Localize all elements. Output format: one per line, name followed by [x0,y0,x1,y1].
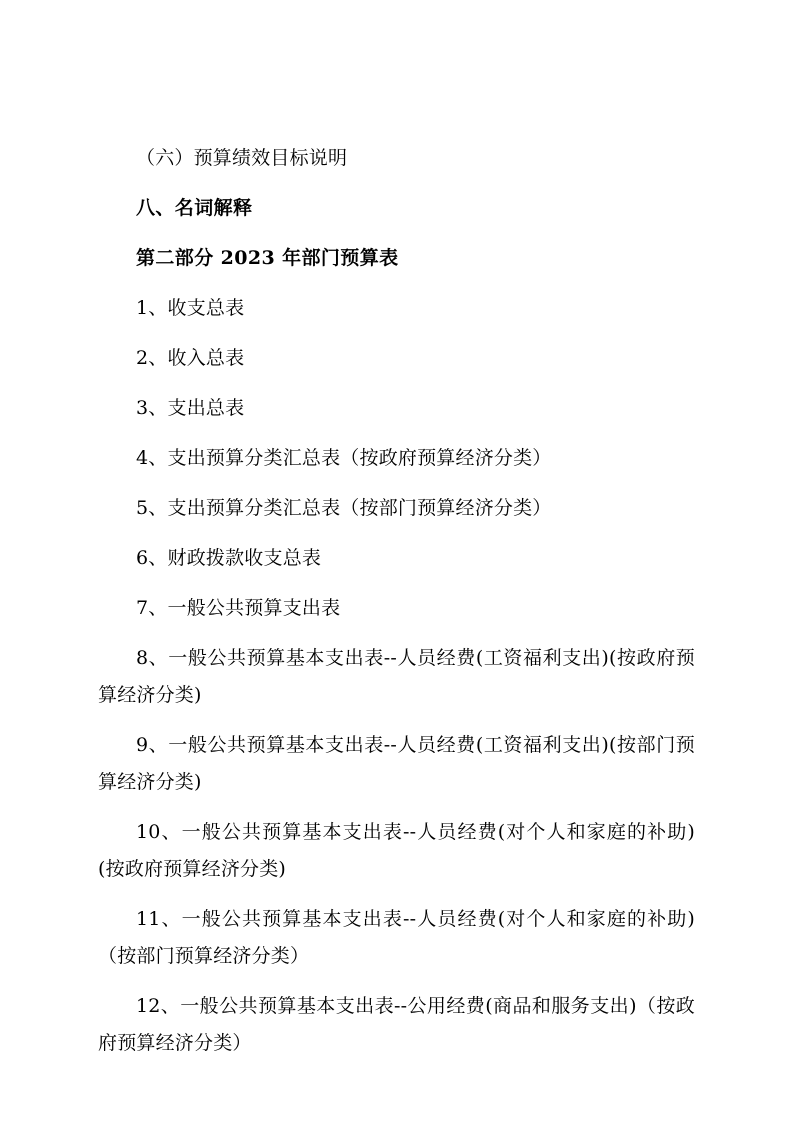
table-item-2: 2、收入总表 [136,347,245,369]
heading-eight: 八、名词解释 [136,197,253,219]
table-item-10: 10、一般公共预算基本支出表--人员经费(对个人和家庭的补助)(按政府预算经济分类) [98,821,695,880]
table-item-8: 8、一般公共预算基本支出表--人员经费(工资福利支出)(按政府预算经济分类) [98,647,695,706]
toc-item-six: （六）预算绩效目标说明 [136,147,348,169]
table-item-11: 11、一般公共预算基本支出表--人员经费(对个人和家庭的补助)（按部门预算经济分类） [98,908,695,967]
table-item-7: 7、一般公共预算支出表 [136,597,341,619]
table-item-1: 1、收支总表 [136,297,245,319]
table-item-9: 9、一般公共预算基本支出表--人员经费(工资福利支出)(按部门预算经济分类) [98,734,695,793]
table-item-4: 4、支出预算分类汇总表（按政府预算经济分类） [136,447,552,469]
table-item-12: 12、一般公共预算基本支出表--公用经费(商品和服务支出)（按政府预算经济分类） [98,995,695,1054]
table-item-5: 5、支出预算分类汇总表（按部门预算经济分类） [136,497,552,519]
heading-part-two: 第二部分 2023 年部门预算表 [136,247,399,269]
table-item-3: 3、支出总表 [136,397,245,419]
table-item-6: 6、财政拨款收支总表 [136,547,322,569]
